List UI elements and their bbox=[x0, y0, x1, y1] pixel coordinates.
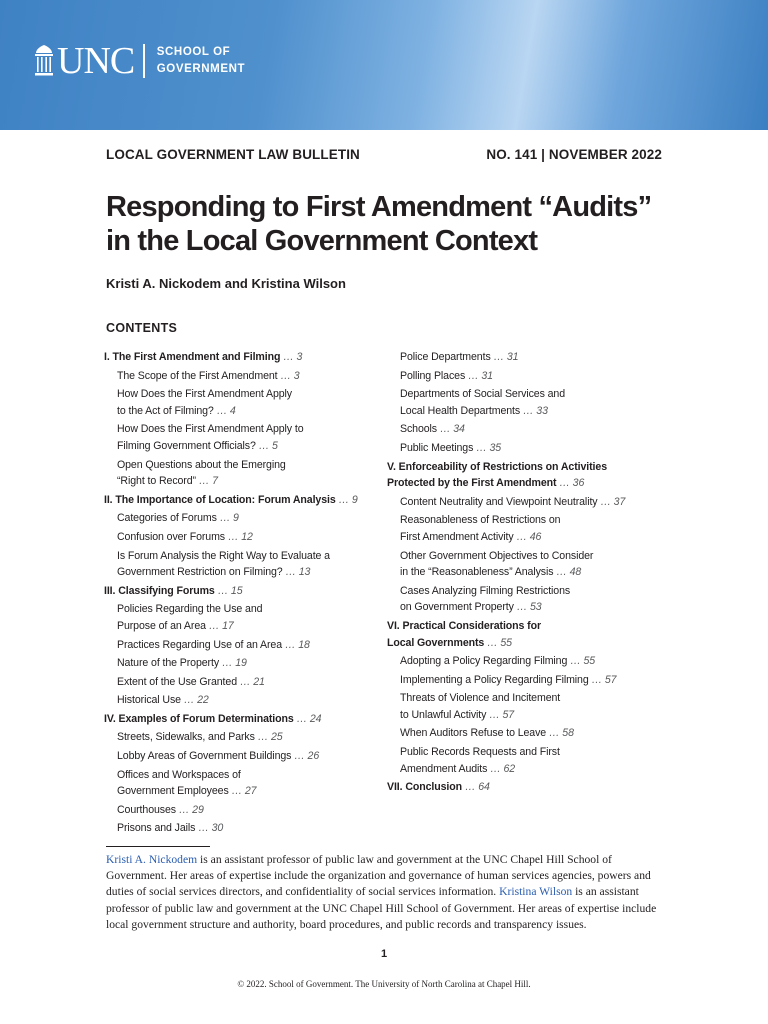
sog-line-1: SCHOOL OF bbox=[156, 46, 231, 58]
toc-leader: … bbox=[216, 512, 234, 525]
toc-page-value: 46 bbox=[529, 530, 542, 543]
toc-page-value: 64 bbox=[478, 781, 490, 794]
toc-page-number bbox=[553, 566, 581, 578]
toc-page-value: 58 bbox=[562, 727, 574, 740]
toc-page-number bbox=[597, 496, 625, 508]
toc-page-number bbox=[520, 405, 548, 417]
toc-subsection[interactable] bbox=[387, 494, 677, 511]
toc-entry-text: Purpose of an Area bbox=[117, 619, 206, 632]
toc-entry-text: Cases Analyzing Filming Restrictions bbox=[400, 584, 571, 597]
toc-entry-text: First Amendment Activity bbox=[400, 530, 514, 543]
toc-page-number bbox=[256, 440, 278, 452]
toc-entry-text: V. Enforceability of Restrictions on Activities bbox=[387, 460, 607, 473]
bio-text: is an assistant professor of public law and government at the UNC Chapel Hill School of Government. Her areas of expertise include local government structure and authority, board procedures, and public records and transparency issues. bbox=[106, 885, 657, 931]
toc-page-number bbox=[219, 657, 247, 669]
toc-entry-text: Police Departments bbox=[400, 351, 491, 363]
toc-leader: … bbox=[465, 369, 482, 382]
toc-leader: … bbox=[462, 781, 479, 794]
footnote-rule bbox=[106, 846, 210, 847]
toc-leader: … bbox=[255, 439, 272, 452]
toc-subsection[interactable] bbox=[387, 548, 677, 581]
toc-page-number bbox=[514, 601, 542, 613]
toc-page-number bbox=[514, 531, 542, 543]
toc-page-number bbox=[491, 351, 519, 363]
toc-entry-text: Categories of Forums bbox=[117, 512, 217, 525]
toc-page-number bbox=[462, 781, 490, 793]
toc-entry-text: on Government Property bbox=[400, 601, 514, 614]
toc-entry-text: Lobby Areas of Government Buildings bbox=[117, 750, 292, 763]
toc-leader: … bbox=[486, 708, 503, 721]
toc-entry-text: Public Meetings bbox=[400, 441, 474, 454]
toc-page-number bbox=[214, 405, 236, 417]
running-head bbox=[106, 147, 662, 162]
toc-page-value: 53 bbox=[530, 601, 542, 614]
toc-page-number bbox=[225, 531, 253, 543]
bio-paragraph bbox=[106, 852, 662, 933]
unc-sog-logo[interactable] bbox=[34, 40, 246, 82]
toc-entry-text: in the “Reasonableness” Analysis bbox=[400, 566, 554, 579]
authors: Kristi A. Nickodem and Kristina Wilson bbox=[106, 276, 346, 291]
toc-entry-text: Open Questions about the Emerging bbox=[117, 458, 286, 471]
toc-entry-text: Historical Use bbox=[117, 694, 181, 707]
toc-page-value: 29 bbox=[192, 803, 204, 816]
toc-subsection[interactable] bbox=[104, 510, 376, 527]
toc-entry-text: Filming Government Officials? bbox=[117, 439, 256, 452]
toc-leader: … bbox=[213, 404, 230, 417]
toc-page-number bbox=[465, 370, 493, 382]
toc-page-value: 33 bbox=[536, 404, 548, 417]
toc-leader: … bbox=[228, 785, 245, 798]
toc-leader: … bbox=[280, 351, 297, 363]
toc-entry-text: Other Government Objectives to Consider bbox=[400, 549, 594, 562]
toc-section[interactable] bbox=[387, 459, 677, 492]
toc-leader: … bbox=[195, 475, 213, 488]
toc-page-value: 30 bbox=[211, 822, 224, 835]
toc-entry-text: III. Classifying Forums bbox=[104, 584, 215, 597]
toc-page-value: 9 bbox=[351, 493, 358, 506]
toc-subsection[interactable] bbox=[104, 729, 376, 746]
toc-entry-text: Threats of Violence and Incitement bbox=[400, 692, 561, 705]
toc-page-number bbox=[237, 676, 265, 688]
toc-page-value: 3 bbox=[293, 369, 300, 382]
toc-leader: … bbox=[487, 762, 504, 775]
toc-entry-text: Adopting a Policy Regarding Filming bbox=[400, 655, 568, 668]
toc-entry-text: Local Health Departments bbox=[400, 404, 521, 417]
toc-leader: … bbox=[195, 822, 212, 835]
toc-entry-text: Public Records Requests and First bbox=[400, 746, 560, 759]
toc-entry-text: Policies Regarding the Use and bbox=[117, 603, 263, 616]
toc-page-value: 27 bbox=[244, 785, 257, 798]
toc-page-value: 26 bbox=[307, 750, 320, 763]
toc-page-number bbox=[196, 475, 218, 487]
toc-entry-text: Polling Places bbox=[400, 369, 466, 382]
toc-section[interactable] bbox=[104, 583, 376, 600]
toc-page-value: 55 bbox=[583, 655, 596, 668]
toc-entry-text: The Scope of the First Amendment bbox=[117, 369, 278, 382]
toc-section[interactable] bbox=[104, 349, 376, 366]
author-bios bbox=[106, 852, 662, 933]
toc-page-value: 57 bbox=[604, 673, 617, 686]
toc-subsection[interactable] bbox=[387, 583, 677, 616]
header-banner bbox=[0, 0, 768, 130]
bio-text: is an assistant professor of public law and government at the UNC Chapel Hill School of Government. Her areas of expertise include the organization and governance of human services agencies, powers and duties of social services directors, and confidentiality of social services information. bbox=[106, 853, 651, 899]
toc-subsection[interactable] bbox=[387, 672, 677, 689]
toc-page-value: 31 bbox=[506, 351, 519, 363]
toc-entry-text: IV. Examples of Forum Determinations bbox=[104, 712, 294, 725]
document-title bbox=[106, 190, 706, 258]
toc-subsection[interactable] bbox=[387, 744, 677, 777]
toc-page-value: 9 bbox=[233, 512, 239, 525]
toc-subsection[interactable] bbox=[104, 548, 376, 581]
toc-subsection[interactable] bbox=[387, 725, 677, 742]
toc-entry-text: Government Employees bbox=[117, 785, 229, 798]
toc-page-number bbox=[556, 477, 584, 489]
toc-entry-text: Schools bbox=[400, 423, 437, 436]
toc-page-value: 4 bbox=[229, 404, 236, 417]
toc-entry-text: Reasonableness of Restrictions on bbox=[400, 514, 561, 527]
toc-entry-text: Prisons and Jails bbox=[117, 822, 196, 835]
copyright: © 2022. School of Government. The University of North Carolina at Chapel Hill. bbox=[237, 979, 531, 989]
toc-subsection[interactable] bbox=[104, 802, 376, 819]
toc-page-value: 57 bbox=[502, 708, 515, 721]
toc-leader: … bbox=[237, 675, 254, 688]
contents-heading: CONTENTS bbox=[106, 321, 178, 335]
toc-leader: … bbox=[490, 351, 507, 363]
toc-page-value: 34 bbox=[453, 423, 465, 436]
toc-leader: … bbox=[520, 404, 537, 417]
toc-subsection[interactable] bbox=[104, 692, 376, 709]
toc-section[interactable] bbox=[387, 618, 677, 651]
unc-wordmark: UNC bbox=[57, 40, 135, 82]
toc-entry-text: Protected by the First Amendment bbox=[387, 477, 557, 490]
toc-page-number bbox=[215, 585, 243, 597]
bulletin-series: LOCAL GOVERNMENT LAW BULLETIN bbox=[106, 147, 360, 162]
toc-subsection[interactable] bbox=[104, 421, 376, 454]
toc-entry-text: Amendment Audits bbox=[400, 762, 488, 775]
toc-entry-text: How Does the First Amendment Apply to bbox=[117, 423, 304, 436]
toc-subsection[interactable] bbox=[387, 440, 677, 457]
toc-leader: … bbox=[553, 566, 570, 579]
toc-entry-text: Government Restriction on Filming? bbox=[117, 566, 283, 579]
toc-entry-text: to Unlawful Activity bbox=[400, 708, 487, 721]
toc-entry-text: Practices Regarding Use of an Area bbox=[117, 638, 283, 651]
toc-page-value: 22 bbox=[197, 694, 209, 707]
toc-leader: … bbox=[180, 694, 198, 707]
toc-page-number bbox=[176, 804, 204, 816]
toc-entry-text: Departments of Social Services and bbox=[400, 388, 566, 401]
toc-page-number bbox=[217, 512, 239, 524]
toc-page-number bbox=[181, 694, 209, 706]
toc-entry-text: When Auditors Refuse to Leave bbox=[400, 727, 547, 740]
toc-leader: … bbox=[282, 566, 299, 579]
toc-page-number bbox=[486, 709, 514, 721]
author-link-wilson[interactable]: Kristina Wilson bbox=[499, 885, 573, 899]
toc-entry-text: Confusion over Forums bbox=[117, 530, 226, 543]
toc-entry-text: How Does the First Amendment Apply bbox=[117, 388, 293, 401]
toc-page-value: 48 bbox=[569, 566, 582, 579]
toc-leader: … bbox=[277, 369, 294, 382]
toc-page-value: 37 bbox=[613, 495, 626, 508]
toc-subsection[interactable] bbox=[387, 368, 677, 385]
title-line-2: in the Local Government Context bbox=[106, 225, 538, 257]
toc-leader: … bbox=[473, 441, 490, 454]
toc-entry-text: “Right to Record” bbox=[117, 475, 196, 488]
toc-right-column bbox=[387, 349, 677, 798]
toc-page-number bbox=[229, 785, 257, 797]
toc-page-number bbox=[484, 637, 512, 649]
toc-page-number bbox=[283, 566, 311, 578]
toc-page-value: 21 bbox=[253, 675, 265, 688]
toc-page-value: 55 bbox=[500, 636, 512, 649]
toc-entry-text: Offices and Workspaces of bbox=[117, 768, 241, 781]
toc-leader: … bbox=[225, 530, 242, 543]
toc-page-value: 31 bbox=[481, 369, 493, 382]
sog-line-2: GOVERNMENT bbox=[156, 63, 246, 75]
author-link-nickodem[interactable]: Kristi A. Nickodem bbox=[106, 853, 198, 866]
toc-page-number bbox=[473, 442, 501, 454]
toc-leader: … bbox=[175, 803, 193, 816]
toc-leader: … bbox=[335, 493, 352, 506]
toc-subsection[interactable] bbox=[387, 349, 677, 366]
bulletin-issue: NO. 141 | NOVEMBER 2022 bbox=[486, 147, 662, 162]
toc-page-value: 18 bbox=[298, 638, 310, 651]
toc-entry-text: I. The First Amendment and Filming bbox=[104, 351, 281, 363]
toc-leader: … bbox=[293, 712, 310, 725]
toc-page-value: 24 bbox=[309, 712, 322, 725]
toc-subsection[interactable] bbox=[104, 601, 376, 634]
toc-page-number bbox=[206, 620, 234, 632]
toc-entry-text: VII. Conclusion bbox=[387, 781, 463, 794]
title-line-1: Responding to First Amendment “Audits” bbox=[106, 191, 652, 223]
logo-divider bbox=[143, 44, 145, 78]
toc-subsection[interactable] bbox=[104, 529, 376, 546]
toc-leader: … bbox=[484, 636, 501, 649]
toc-entry-text: Local Governments bbox=[387, 636, 485, 649]
toc-leader: … bbox=[254, 731, 272, 744]
toc-subsection[interactable] bbox=[104, 767, 376, 800]
toc-leader: … bbox=[513, 601, 530, 614]
toc-page-value: 5 bbox=[271, 439, 278, 452]
toc-leader: … bbox=[597, 495, 614, 508]
toc-subsection[interactable] bbox=[104, 748, 376, 765]
toc-subsection[interactable] bbox=[104, 674, 376, 691]
page-number: 1 bbox=[380, 948, 388, 960]
toc-page-value: 17 bbox=[222, 619, 234, 632]
toc-entry-text: VI. Practical Considerations for bbox=[387, 619, 541, 632]
toc-page-value: 36 bbox=[572, 477, 585, 490]
toc-entry-text: Implementing a Policy Regarding Filming bbox=[400, 673, 589, 686]
toc-entry-text: to the Act of Filming? bbox=[117, 404, 214, 417]
toc-leader: … bbox=[567, 655, 584, 668]
toc-leader: … bbox=[282, 638, 299, 651]
toc-page-number bbox=[195, 822, 223, 834]
toc-page-number bbox=[336, 494, 358, 506]
toc-subsection[interactable] bbox=[387, 421, 677, 438]
toc-page-value: 35 bbox=[489, 441, 502, 454]
toc-leader: … bbox=[437, 423, 454, 436]
toc-page-number bbox=[280, 351, 302, 363]
toc-entry-text: Nature of the Property bbox=[117, 657, 220, 670]
toc-leader: … bbox=[291, 750, 308, 763]
toc-section[interactable] bbox=[104, 492, 376, 509]
toc-page-number bbox=[487, 763, 515, 775]
old-well-icon bbox=[34, 44, 54, 78]
toc-leader: … bbox=[513, 530, 530, 543]
toc-page-value: 62 bbox=[503, 762, 516, 775]
toc-page-number bbox=[589, 674, 617, 686]
toc-subsection[interactable] bbox=[104, 637, 376, 654]
toc-leader: … bbox=[219, 657, 236, 670]
toc-page-number bbox=[282, 639, 310, 651]
toc-page-value: 7 bbox=[212, 475, 218, 488]
school-of-government-wordmark bbox=[157, 44, 245, 78]
toc-entry-text: Extent of the Use Granted bbox=[117, 675, 237, 688]
toc-leader: … bbox=[205, 619, 223, 632]
toc-page-number bbox=[567, 655, 595, 667]
toc-page-number bbox=[278, 370, 300, 382]
toc-subsection[interactable] bbox=[104, 820, 376, 837]
toc-entry-text: II. The Importance of Location: Forum Analysis bbox=[104, 493, 336, 506]
toc-page-number bbox=[291, 750, 319, 762]
toc-page-value: 19 bbox=[235, 657, 247, 670]
toc-leader: … bbox=[214, 584, 231, 597]
toc-subsection[interactable] bbox=[104, 368, 376, 385]
toc-page-number bbox=[437, 423, 465, 435]
toc-subsection[interactable] bbox=[104, 655, 376, 672]
toc-leader: … bbox=[588, 673, 605, 686]
toc-subsection[interactable] bbox=[387, 653, 677, 670]
toc-section[interactable] bbox=[104, 711, 376, 728]
toc-left-column bbox=[104, 349, 376, 839]
toc-entry-text: Is Forum Analysis the Right Way to Evaluate a bbox=[117, 549, 330, 562]
toc-subsection[interactable] bbox=[387, 690, 677, 723]
toc-entry-text: Content Neutrality and Viewpoint Neutrality bbox=[400, 495, 598, 508]
toc-subsection[interactable] bbox=[104, 386, 376, 419]
toc-page-value: 13 bbox=[298, 566, 311, 579]
toc-subsection[interactable] bbox=[387, 386, 677, 419]
toc-subsection[interactable] bbox=[387, 512, 677, 545]
toc-entry-text: Courthouses bbox=[117, 803, 176, 816]
toc-entry-text: Streets, Sidewalks, and Parks bbox=[117, 731, 255, 744]
toc-page-value: 3 bbox=[296, 351, 303, 363]
toc-leader: … bbox=[546, 727, 563, 740]
toc-page-value: 25 bbox=[271, 731, 283, 744]
toc-page-value: 12 bbox=[241, 530, 253, 543]
toc-page-value: 15 bbox=[230, 584, 243, 597]
toc-section[interactable] bbox=[387, 779, 677, 796]
toc-page-number bbox=[294, 713, 322, 725]
toc-page-number bbox=[255, 731, 283, 743]
toc-subsection[interactable] bbox=[104, 457, 376, 490]
toc-leader: … bbox=[556, 477, 573, 490]
toc-page-number bbox=[546, 727, 574, 739]
